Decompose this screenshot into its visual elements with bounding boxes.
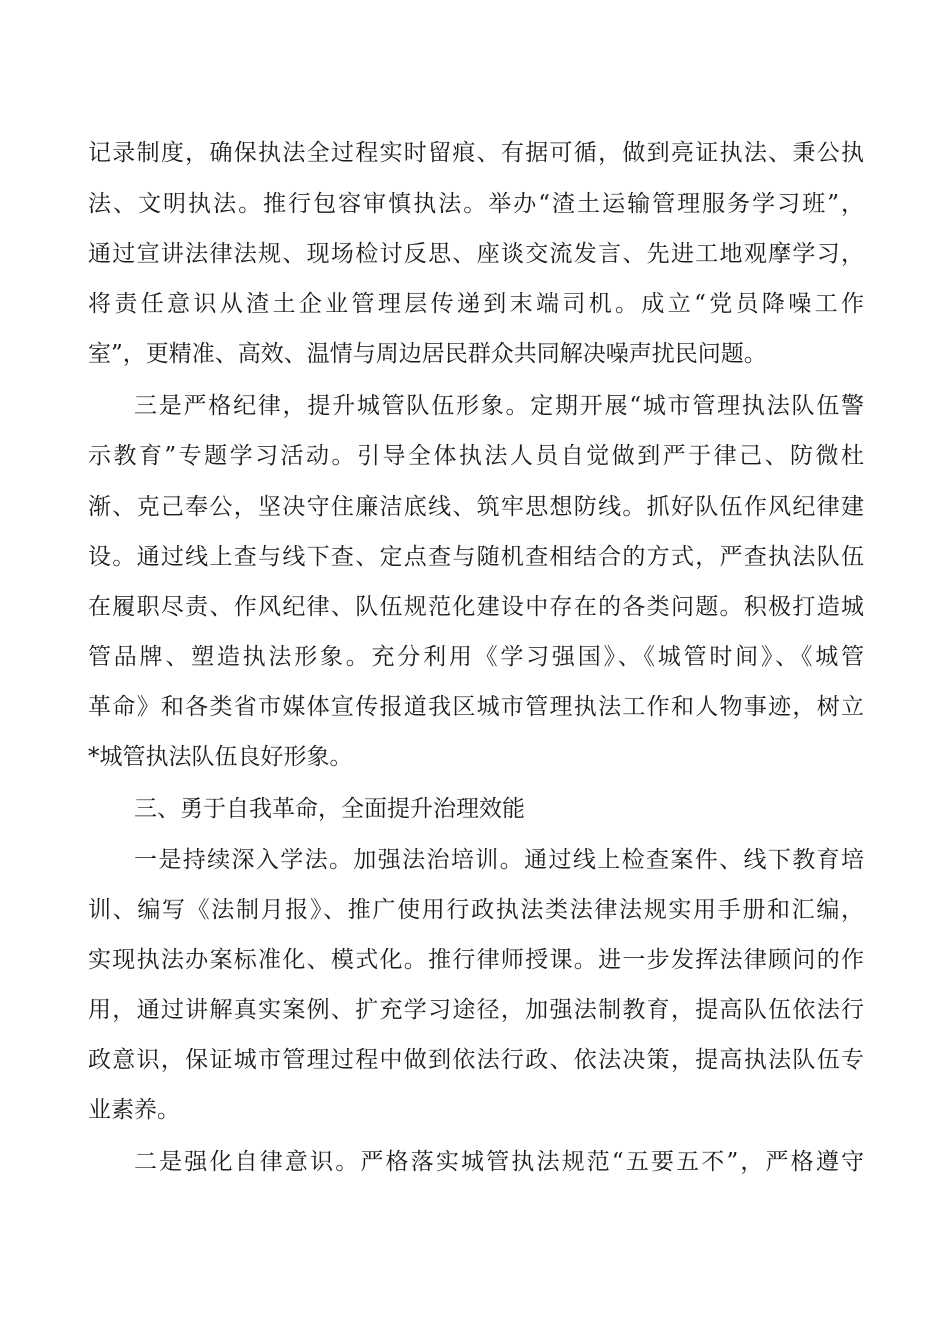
text-line: 用，通过讲解真实案例、扩充学习途径，加强法制教育，提高队伍依法行 [88, 997, 864, 1023]
text-line: 记录制度，确保执法全过程实时留痕、有据可循，做到亮证执法、秉公执 [88, 140, 864, 166]
text-line: 一是持续深入学法。加强法治培训。通过线上检查案件、线下教育培 [134, 847, 864, 873]
text-line: 设。通过线上查与线下查、定点查与随机查相结合的方式，严查执法队伍 [88, 544, 864, 570]
text-line: 实现执法办案标准化、模式化。推行律师授课。进一步发挥法律顾问的作 [88, 947, 864, 973]
text-line: 示教育”专题学习活动。引导全体执法人员自觉做到严于律己、防微杜 [88, 443, 864, 469]
text-line: 渐、克己奉公，坚决守住廉洁底线、筑牢思想防线。抓好队伍作风纪律建 [88, 494, 864, 520]
text-line: 管品牌、塑造执法形象。充分利用《学习强国》、《城管时间》、《城管 [88, 644, 864, 670]
text-line: 革命》和各类省市媒体宣传报道我区城市管理执法工作和人物事迹，树立 [88, 694, 864, 720]
text-line: 训、编写《法制月报》、推广使用行政执法类法律法规实用手册和汇编， [88, 897, 864, 923]
section-heading: 三、勇于自我革命，全面提升治理效能 [134, 796, 525, 822]
text-line: 室”，更精准、高效、温情与周边居民群众共同解决噪声扰民问题。 [88, 341, 767, 367]
text-line: 通过宣讲法律法规、现场检讨反思、座谈交流发言、先进工地观摩学习， [88, 241, 864, 267]
text-line: 将责任意识从渣土企业管理层传递到末端司机。成立“党员降噪工作 [88, 291, 864, 317]
text-line: 业素养。 [88, 1097, 180, 1123]
text-line: 政意识，保证城市管理过程中做到依法行政、依法决策，提高执法队伍专 [88, 1047, 864, 1073]
text-line: *城管执法队伍良好形象。 [88, 744, 353, 770]
text-line: 三是严格纪律，提升城管队伍形象。定期开展“城市管理执法队伍警 [134, 393, 864, 419]
text-line: 在履职尽责、作风纪律、队伍规范化建设中存在的各类问题。积极打造城 [88, 594, 864, 620]
text-line: 法、文明执法。推行包容审慎执法。举办“渣土运输管理服务学习班”， [88, 191, 864, 217]
text-line: 二是强化自律意识。严格落实城管执法规范“五要五不”，严格遵守 [134, 1149, 864, 1175]
